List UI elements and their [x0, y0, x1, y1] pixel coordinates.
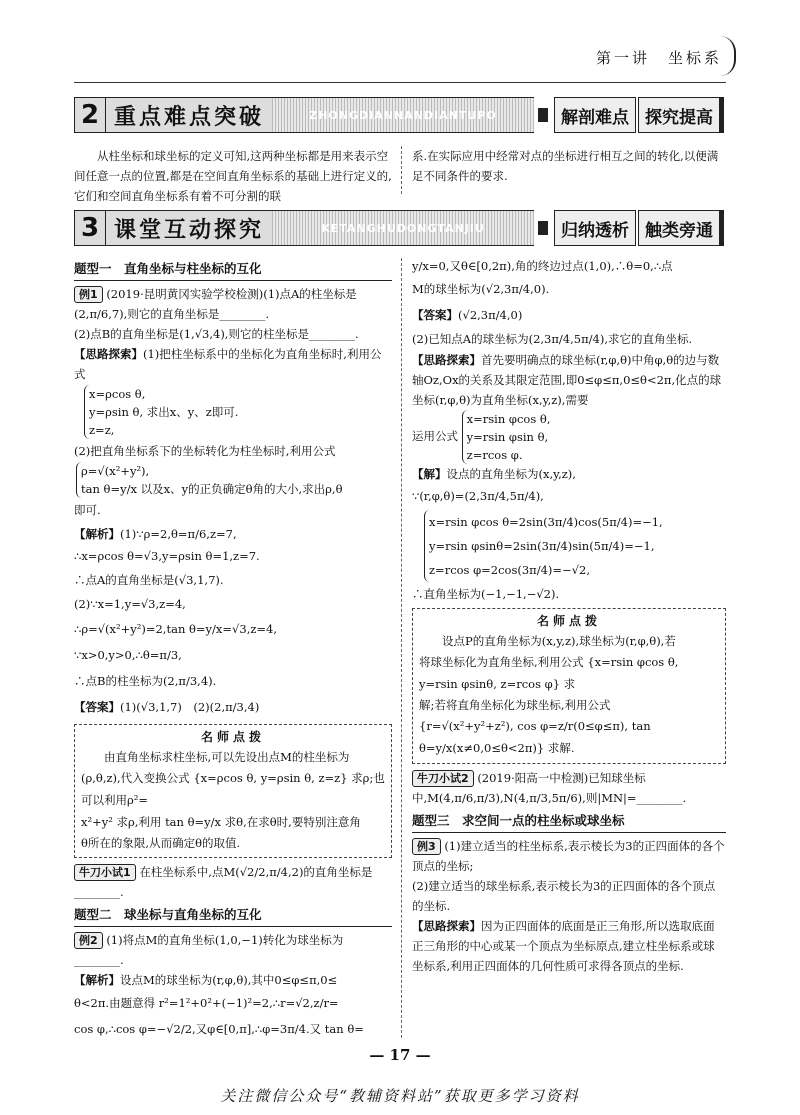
practice-2-text: (2019·阳高一中检测)已知球坐标中,M(4,π/6,π/3),N(4,π/3,5π/6),则|MN|=________. — [412, 771, 687, 805]
formula-line: x=ρcos θ, — [89, 387, 146, 401]
solution-line: ∴ρ=√(x²+y²)=2,tan θ=y/x=√3,z=4, — [74, 622, 278, 636]
tip-label: 【思路探索】 — [412, 353, 481, 367]
solution-line: cos φ,∴cos φ=−√2/2,又φ∈[0,π],∴φ=3π/4.又 tan θ= — [74, 1022, 364, 1036]
footer-note: 关注微信公众号“教辅资料站”获取更多学习资料 — [220, 1087, 580, 1105]
banner-tag-2: 探究提高 — [638, 97, 724, 133]
example-3-part2: (2)建立适当的球坐标系,表示棱长为3的正四面体的各个顶点的坐标. — [412, 879, 716, 913]
example-3-tag: 例3 — [412, 838, 441, 855]
example-3-part1: (1)建立适当的柱坐标系,表示棱长为3的正四面体的各个顶点的坐标; — [412, 839, 725, 873]
answer-text: (√2,3π/4,0) — [458, 308, 523, 322]
formula-line: z=rcos φ=2cos(3π/4)=−√2, — [429, 563, 590, 577]
formula-line: z=z, — [89, 423, 115, 437]
banner-tag-2: 触类旁通 — [638, 210, 724, 246]
formula-system-2 — [76, 462, 343, 498]
teacher-tip-line: 由直角坐标求柱坐标,可以先设出点M的柱坐标为 — [104, 750, 350, 764]
formula-system-3 — [462, 410, 551, 464]
tip-label: 【思路探索】 — [412, 919, 481, 933]
solve-label: 【解】 — [412, 467, 447, 481]
teacher-tip-line: {r=√(x²+y²+z²), cos φ=z/r(0≤φ≤π), tan θ=y/x(x≠0,0≤θ<2π)} 求解. — [419, 719, 651, 755]
solution-line: ∴点B的柱坐标为(2,π/3,4). — [74, 674, 217, 688]
tip-label: 【思路探索】 — [74, 347, 143, 361]
banner-pinyin: ZHONGDIANNANDIANTUPO — [272, 97, 534, 133]
tip-text: 首先要明确点的球坐标(r,φ,θ)中角φ,θ的边与数轴Oz,Ox的关系及其限定范围,即0≤φ≤π,0≤θ<2π,化点的球坐标(r,φ,θ)为直角坐标(x,y,z),需要 — [412, 353, 722, 407]
banner-title: 课堂互动探究 — [106, 210, 272, 246]
tip-text-2: (2)把直角坐标系下的坐标转化为柱坐标时,利用公式 — [74, 444, 336, 458]
formula-line: y=rsin φsinθ=2sin(3π/4)sin(5π/4)=−1, — [429, 539, 655, 553]
solve-result: ∴直角坐标为(−1,−1,−√2). — [412, 587, 560, 601]
question-type-2-title: 题型二 球坐标与直角坐标的互化 — [74, 905, 392, 927]
solve-line: 设点的直角坐标为(x,y,z), — [446, 467, 576, 481]
continued-line: y/x=0,又θ∈[0,2π),角的终边过点(1,0),∴θ=0,∴点 — [412, 259, 673, 273]
teacher-tip-box — [74, 724, 392, 858]
practice-1-tag: 牛刀小试1 — [74, 864, 136, 881]
example-1-tag: 例1 — [74, 286, 103, 303]
example-2-part2: (2)已知点A的球坐标为(2,3π/4,5π/4),求它的直角坐标. — [412, 332, 693, 346]
banner-title: 重点难点突破 — [106, 97, 272, 133]
banner-number: 2 — [74, 97, 106, 133]
banner-number: 3 — [74, 210, 106, 246]
example-1-part2: (2)点B的直角坐标是(1,√3,4),则它的柱坐标是________. — [74, 327, 359, 341]
solution-line: (1)∵ρ=2,θ=π/6,z=7, — [120, 527, 237, 541]
column-divider — [401, 258, 402, 1038]
example-2-text: (1)将点M的直角坐标(1,0,−1)转化为球坐标为________. — [74, 933, 344, 967]
answer-label: 【答案】 — [412, 308, 458, 322]
teacher-tip-line: 将球坐标化为直角坐标,利用公式 {x=rsin φcos θ, y=rsin φsinθ, z=rcos φ} 求 — [419, 655, 679, 691]
intro-left — [74, 146, 392, 206]
solution-line: ∴x=ρcos θ=√3,y=ρsin θ=1,z=7. — [74, 549, 260, 563]
teacher-tip-line: 解;若将直角坐标化为球坐标,利用公式 — [419, 698, 611, 712]
question-type-1-title: 题型一 直角坐标与柱坐标的互化 — [74, 259, 392, 281]
tip-formula-intro: 运用公式 — [412, 429, 458, 443]
solve-line: ∵(r,φ,θ)=(2,3π/4,5π/4), — [412, 489, 544, 503]
solution-line: 设点M的球坐标为(r,φ,θ),其中0≤φ≤π,0≤ — [120, 973, 338, 987]
continued-line: M的球坐标为(√2,3π/4,0). — [412, 282, 550, 296]
teacher-tip-line: θ所在的象限,从而确定θ的取值. — [81, 836, 241, 850]
section-banner-3 — [74, 209, 724, 247]
intro-divider — [401, 146, 402, 194]
answer-text: (1)(√3,1,7) (2)(2,π/3,4) — [120, 700, 260, 714]
banner-square-icon — [538, 221, 548, 235]
banner-tag-1: 归纳透析 — [554, 210, 636, 246]
solution-label: 【解析】 — [74, 973, 120, 987]
teacher-tip-line: (ρ,θ,z),代入变换公式 {x=ρcos θ, y=ρsin θ, z=z} 求ρ;也可以利用ρ²= — [81, 771, 385, 807]
tip-text: 因为正四面体的底面是正三角形,所以选取底面正三角形的中心或某一个顶点为坐标原点,建立柱坐标系或球坐标系,利用正四面体的几何性质可求得各顶点的坐标. — [412, 919, 715, 973]
example-1-part1: (2019·昆明黄冈实验学校检测)(1)点A的柱坐标是(2,π/6,7),则它的直角坐标是________. — [74, 287, 357, 321]
chapter-title: 第一讲 坐标系 — [595, 49, 722, 67]
solution-line: ∵x>0,y>0,∴θ=π/3, — [74, 648, 182, 662]
solution-line: (2)∵x=1,y=√3,z=4, — [74, 597, 186, 611]
formula-line: x=rsin φcos θ=2sin(3π/4)cos(5π/4)=−1, — [429, 515, 663, 529]
answer-label: 【答案】 — [74, 700, 120, 714]
intro-left-text: 从柱坐标和球坐标的定义可知,这两种坐标都是用来表示空间任意一点的位置,都是在空间直角坐标系的基础上进行定义的,它们和空间直角坐标系有着不可分割的联 — [74, 149, 392, 203]
solution-line: ∴点A的直角坐标是(√3,1,7). — [74, 573, 224, 587]
intro-right-text: 系.在实际应用中经常对点的坐标进行相互之间的转化,以便满足不同条件的要求. — [412, 149, 719, 183]
banner-tag-1: 解剖难点 — [554, 97, 636, 133]
teacher-tip-line: 设点P的直角坐标为(x,y,z),球坐标为(r,φ,θ),若 — [442, 634, 676, 648]
right-column — [412, 256, 726, 976]
banner-square-icon — [538, 108, 548, 122]
banner-pinyin: KETANGHUDONGTANJIU — [272, 210, 534, 246]
teacher-tip-title: 名师点拨 — [200, 730, 265, 744]
solution-line: θ<2π.由题意得 r²=1²+0²+(−1)²=2,∴r=√2,z/r= — [74, 996, 339, 1010]
practice-1-text: 在柱坐标系中,点M(√2/2,π/4,2)的直角坐标是________. — [74, 865, 373, 899]
teacher-tip-box — [412, 608, 726, 764]
question-type-3-title: 题型三 求空间一点的柱坐标或球坐标 — [412, 811, 726, 833]
example-2-tag: 例2 — [74, 932, 103, 949]
left-column — [74, 256, 392, 1042]
teacher-tip-line: x²+y² 求ρ,利用 tan θ=y/x 求θ,在求θ时,要特别注意角 — [81, 815, 361, 829]
formula-line: x=rsin φcos θ, — [466, 412, 551, 426]
solution-label: 【解析】 — [74, 527, 120, 541]
formula-system-1 — [84, 385, 238, 439]
intro-right — [412, 146, 726, 186]
formula-line: y=rsin φsin θ, — [466, 430, 549, 444]
formula-line: y=ρsin θ, 求出x、y、z即可. — [89, 405, 239, 419]
corner-curl-ornament — [720, 36, 736, 76]
formula-line: ρ=√(x²+y²), — [81, 464, 150, 478]
page-number: — 17 — — [369, 1046, 431, 1064]
section-banner-2 — [74, 96, 724, 134]
tip-text-end: 即可. — [74, 503, 101, 517]
header-rule — [74, 82, 726, 83]
formula-system-4 — [424, 510, 663, 582]
teacher-tip-title: 名师点拨 — [536, 614, 601, 628]
formula-line: z=rcos φ. — [466, 448, 523, 462]
tip-text-1: (1)把柱坐标系中的坐标化为直角坐标时,利用公式 — [74, 347, 382, 381]
practice-2-tag: 牛刀小试2 — [412, 770, 474, 787]
formula-line: tan θ=y/x 以及x、y的正负确定θ角的大小,求出ρ,θ — [81, 482, 343, 496]
